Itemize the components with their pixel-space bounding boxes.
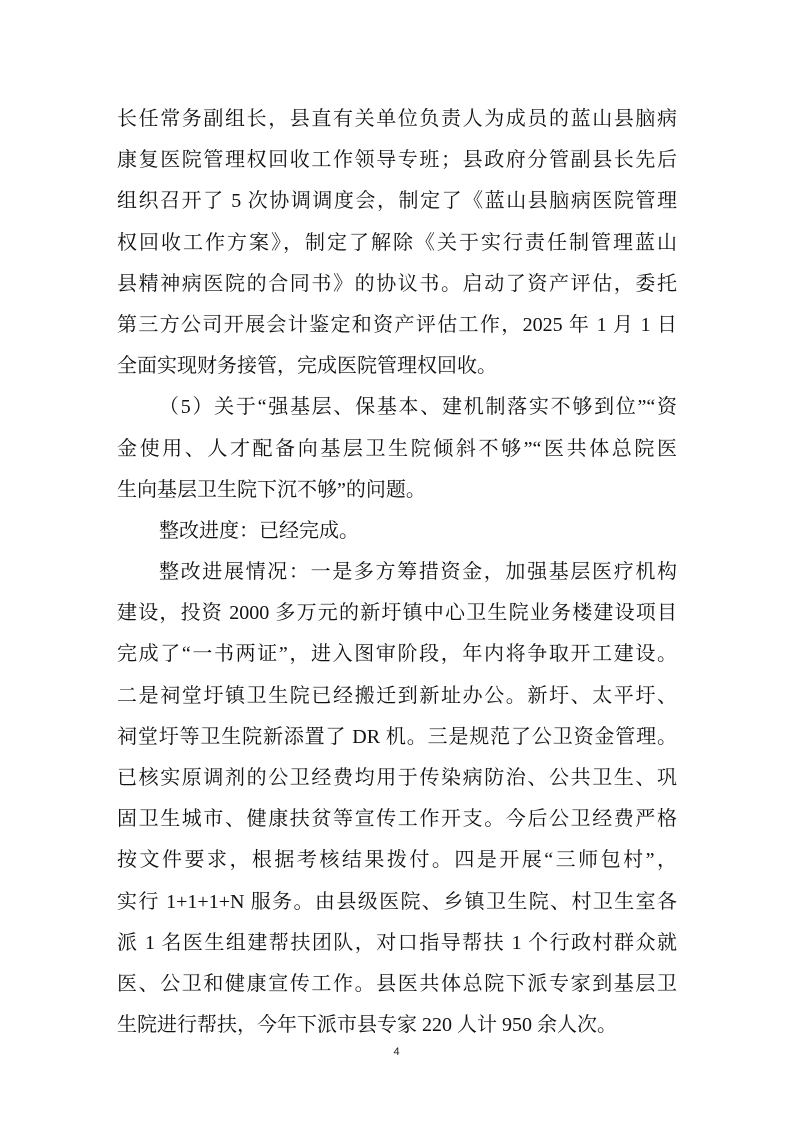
text-line: 整改进度：已经完成。: [159, 519, 359, 542]
text-line: 全面实现财务接管，完成医院管理权回收。: [117, 355, 497, 378]
text-line: 金使用、人才配备向基层卫生院倾斜不够”“医共体总院医: [117, 437, 677, 460]
paragraph-progress-status: [117, 511, 677, 552]
paragraph-continued: [117, 99, 677, 387]
page-number: 4: [393, 1046, 400, 1058]
text-line: 二是祠堂圩镇卫生院已经搬迁到新址办公。新圩、太平圩、: [117, 684, 677, 707]
document-body: [117, 99, 677, 1046]
text-line: 完成了“一书两证”，进入图审阶段，年内将争取开工建设。: [117, 643, 677, 666]
text-line: 整改进展情况：一是多方筹措资金，加强基层医疗机构: [159, 561, 677, 584]
text-line: 康复医院管理权回收工作领导专班；县政府分管副县长先后: [117, 149, 677, 172]
text-line: 建设，投资 2000 多万元的新圩镇中心卫生院业务楼建设项目: [117, 602, 677, 625]
text-line: 按文件要求，根据考核结果拨付。四是开展“三师包村”，: [117, 849, 677, 872]
text-line: 长任常务副组长，县直有关单位负责人为成员的蓝山县脑病: [117, 108, 677, 130]
paragraph-issue-5: [117, 387, 677, 511]
text-line: 生向基层卫生院下沉不够”的问题。: [117, 478, 426, 501]
text-line: 县精神病医院的合同书》的协议书。启动了资产评估，委托: [117, 272, 677, 295]
text-line: 派 1 名医生组建帮扶团队，对口指导帮扶 1 个行政村群众就: [117, 931, 677, 954]
paragraph-progress-details: [117, 552, 677, 1046]
text-line: 实行 1+1+1+N 服务。由县级医院、乡镇卫生院、村卫生室各: [117, 890, 677, 913]
text-line: 医、公卫和健康宣传工作。县医共体总院下派专家到基层卫: [117, 972, 677, 995]
text-line: 已核实原调剂的公卫经费均用于传染病防治、公共卫生、巩: [117, 767, 677, 789]
text-line: 权回收工作方案》，制定了解除《关于实行责任制管理蓝山: [117, 231, 677, 254]
text-line: 组织召开了 5 次协调调度会，制定了《蓝山县脑病医院管理: [117, 190, 677, 213]
text-line: 第三方公司开展会计鉴定和资产评估工作，2025 年 1 月 1 日: [117, 313, 677, 336]
text-line: 祠堂圩等卫生院新添置了 DR 机。三是规范了公卫资金管理。: [117, 725, 677, 748]
text-line: 生院进行帮扶，今年下派市县专家 220 人计 950 余人次。: [117, 1014, 617, 1037]
text-line: 固卫生城市、健康扶贫等宣传工作开支。今后公卫经费严格: [117, 808, 677, 831]
text-line: （5）关于“强基层、保基本、建机制落实不够到位”“资: [159, 396, 677, 419]
